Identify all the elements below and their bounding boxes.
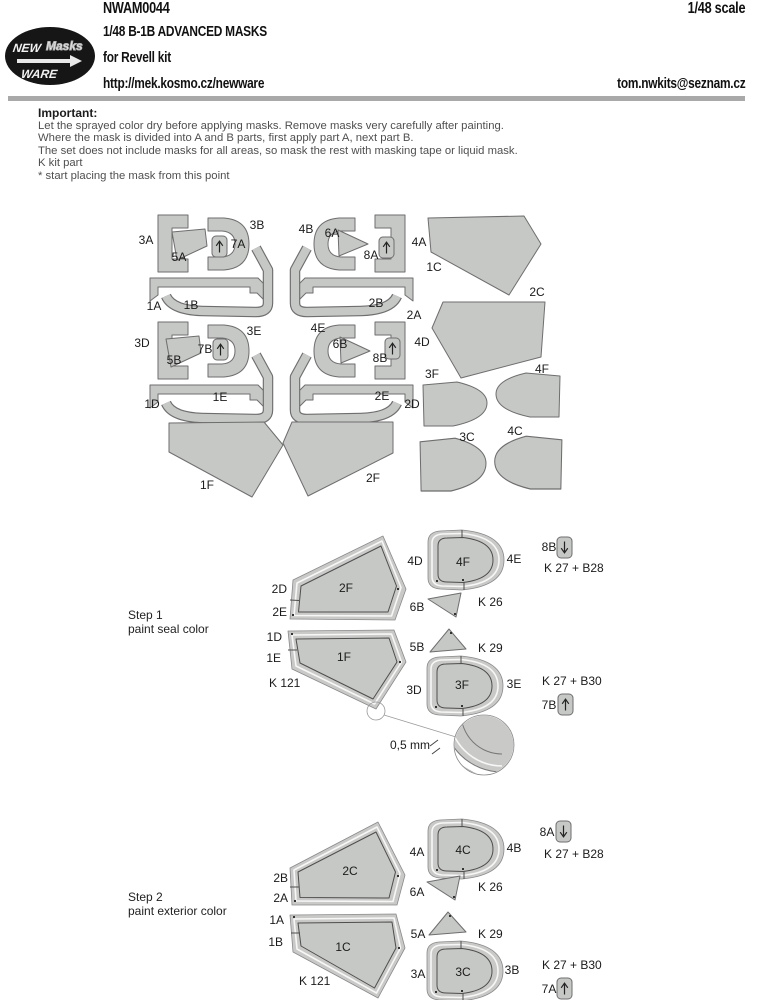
part-label: 4C: [507, 424, 523, 438]
mask-3f: [423, 382, 487, 426]
mask-3c: [420, 438, 486, 491]
step1-subtitle: paint seal color: [128, 622, 209, 636]
part-label: 6B: [332, 337, 348, 351]
mask-7b: [213, 339, 228, 360]
kit-ref-label: K 27 + B28: [544, 561, 604, 575]
mask-1c: [428, 216, 541, 295]
part-label: 4C: [455, 843, 471, 857]
part-label: 3C: [459, 430, 475, 444]
part-label: 2A: [406, 308, 422, 322]
part-label: 4D: [407, 554, 423, 568]
part-label: 4B: [298, 222, 314, 236]
part-label: 1A: [269, 913, 284, 927]
kit-ref-label: K 27 + B30: [542, 958, 602, 972]
assembly-6b: [428, 593, 461, 617]
sheet-title: 1/48 B-1B ADVANCED MASKS: [103, 24, 267, 40]
part-label: 3A: [138, 233, 154, 247]
important-heading: Important:: [38, 106, 98, 120]
assembly-1f: [288, 630, 406, 709]
assembly-5a: [429, 912, 466, 935]
part-label: 3F: [424, 367, 440, 381]
assembly-6a: [427, 876, 460, 900]
part-label: 8B: [372, 351, 388, 365]
part-label: 2D: [404, 397, 420, 411]
detail-connector-line: [384, 715, 456, 737]
part-label: 1C: [335, 940, 351, 954]
part-label: 1B: [183, 298, 199, 312]
part-label: 3C: [455, 965, 471, 979]
part-label: 3D: [406, 683, 422, 697]
part-label: 1A: [146, 299, 162, 313]
measure-ticks: [430, 740, 440, 754]
kit-ref-label: K 27 + B28: [544, 847, 604, 861]
step1-title: Step 1: [128, 608, 163, 622]
kit-ref-label: K 27 + B30: [542, 674, 602, 688]
part-label: 3E: [246, 324, 262, 338]
kit-ref-label: K 29: [478, 641, 503, 655]
part-label: 4F: [455, 555, 471, 569]
part-label: 2F: [365, 471, 381, 485]
part-label: 4A: [409, 845, 425, 859]
kit-ref-label: K 121: [269, 676, 301, 690]
part-label: 8A: [363, 248, 379, 262]
kit-ref-label: K 26: [478, 595, 503, 609]
part-label: 3A: [410, 967, 426, 981]
assembly-5b: [430, 629, 466, 652]
part-label: 4A: [411, 235, 427, 249]
part-label: 1B: [268, 935, 283, 949]
mask-8a: [379, 237, 394, 258]
part-label: 2C: [529, 285, 545, 299]
scale-label: 1/48 scale: [687, 0, 745, 17]
logo-line1: NEW: [11, 41, 42, 55]
measure-label: 0,5 mm: [390, 738, 431, 752]
part-label: 1D: [144, 397, 160, 411]
part-label: 6A: [409, 885, 425, 899]
contact-email: tom.nwkits@seznam.cz: [616, 76, 745, 92]
important-line: * start placing the mask from this point: [38, 169, 230, 182]
important-line: K kit part: [38, 157, 83, 170]
part-label: 7B: [541, 698, 557, 712]
logo-line3: WARE: [20, 67, 59, 81]
kit-ref-label: K 26: [478, 880, 503, 894]
part-label: 6B: [409, 600, 425, 614]
part-label: 5B: [166, 353, 182, 367]
part-label: 7A: [230, 237, 246, 251]
part-label: 1C: [426, 260, 442, 274]
part-label: 4E: [310, 321, 326, 335]
mask-4f: [496, 373, 560, 417]
part-label: 4B: [506, 841, 522, 855]
product-code: NWAM0044: [103, 0, 170, 17]
part-label: 3F: [454, 678, 470, 692]
part-label: 8A: [539, 825, 555, 839]
part-label: 2A: [273, 891, 288, 905]
part-label: 1E: [212, 390, 228, 404]
part-label: 1F: [336, 650, 352, 664]
assembly-7a: [557, 978, 572, 999]
part-label: 2B: [273, 871, 288, 885]
part-label: 2B: [368, 296, 384, 310]
part-label: 7B: [197, 342, 213, 356]
website-url: http://mek.kosmo.cz/newware: [103, 76, 265, 92]
part-label: 5A: [171, 250, 187, 264]
step1-diagram: [128, 530, 604, 779]
assembly-8b: [557, 537, 572, 558]
step2-title: Step 2: [128, 890, 163, 904]
part-label: 7A: [541, 982, 557, 996]
part-label: 2C: [342, 864, 358, 878]
part-label: 1E: [266, 651, 281, 665]
important-line: Where the mask is divided into A and B parts, first apply part A, next part B.: [38, 132, 414, 145]
assembly-2f: [290, 536, 406, 620]
part-label: 4F: [534, 362, 550, 376]
mask-1f: [169, 422, 283, 497]
part-label: 2D: [271, 582, 287, 596]
part-label: 3D: [134, 336, 150, 350]
cut-layout-diagram: [134, 215, 562, 497]
part-label: 3B: [504, 963, 520, 977]
part-label: 1F: [199, 478, 215, 492]
important-line: The set does not include masks for all areas, so mask the rest with masking tape or liquid mask.: [38, 144, 518, 157]
assembly-8a: [556, 821, 571, 842]
part-label: 2E: [374, 389, 390, 403]
part-label: 2F: [338, 581, 354, 595]
part-label: 8B: [541, 540, 557, 554]
part-label: 6A: [324, 226, 340, 240]
important-line: Let the sprayed color dry before applying masks. Remove masks very carefully after painting.: [38, 120, 504, 132]
mask-2c: [432, 302, 545, 378]
sheet-subtitle: for Revell kit: [103, 50, 171, 66]
logo-line2: Masks: [46, 39, 83, 53]
mask-4c: [495, 436, 562, 489]
part-label: 3B: [249, 218, 265, 232]
mask-7a: [212, 236, 227, 257]
step2-diagram: [128, 819, 604, 1000]
part-label: 5A: [410, 927, 426, 941]
part-label: 4E: [506, 552, 522, 566]
part-label: 2E: [272, 605, 287, 619]
part-label: 4D: [414, 335, 430, 349]
kit-ref-label: K 29: [478, 927, 503, 941]
assembly-7b: [558, 694, 573, 715]
kit-ref-label: K 121: [299, 974, 331, 988]
part-label: 1D: [266, 630, 282, 644]
part-label: 5B: [409, 640, 425, 654]
step2-subtitle: paint exterior color: [128, 904, 227, 918]
part-label: 3E: [506, 677, 522, 691]
